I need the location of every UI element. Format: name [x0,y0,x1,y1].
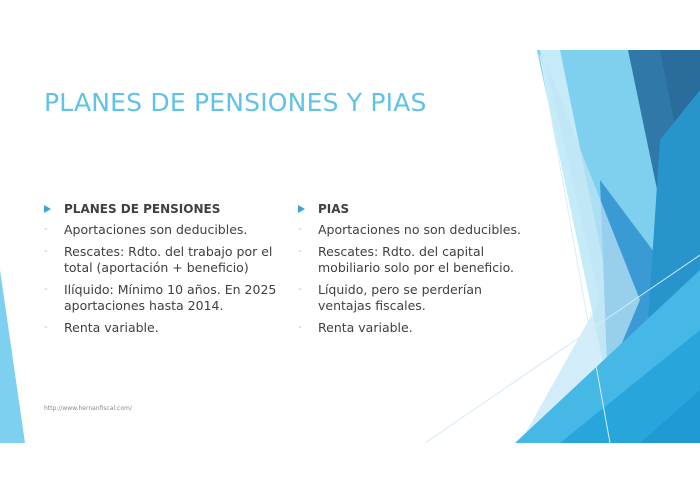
dash-bullet: - [298,284,302,295]
list-item [298,320,538,336]
list-item [298,244,538,276]
heading-label: PLANES DE PENSIONES [64,202,221,216]
left-facet-shape [0,270,25,443]
item-text: Renta variable. [318,320,413,335]
item-text: Ilíquido: Mínimo 10 años. En 2025 aportaciones hasta 2014. [64,282,277,313]
column-heading [298,200,538,218]
triangle-right-icon [44,205,51,213]
column-pias [298,200,538,342]
list-item [44,222,279,238]
item-text: Rescates: Rdto. del trabajo por el total (aportación + beneficio) [64,244,273,275]
dash-bullet: - [298,224,302,235]
item-text: Líquido, pero se perderían ventajas fiscales. [318,282,482,313]
slide-title: PLANES DE PENSIONES Y PIAS [44,88,427,117]
dash-bullet: - [44,224,48,235]
dash-bullet: - [298,246,302,257]
dash-bullet: - [298,322,302,333]
item-text: Renta variable. [64,320,159,335]
item-text: Aportaciones no son deducibles. [318,222,521,237]
list-item [44,244,279,276]
column-planes-de-pensiones [44,200,279,342]
dash-bullet: - [44,246,48,257]
dash-bullet: - [44,284,48,295]
list-item [44,320,279,336]
list-item [298,282,538,314]
footer-url-link[interactable]: http://www.hernanfiscal.com/ [44,405,132,412]
item-text: Rescates: Rdto. del capital mobiliario solo por el beneficio. [318,244,515,275]
triangle-right-icon [298,205,305,213]
list-item [298,222,538,238]
column-heading [44,200,279,218]
heading-label: PIAS [318,202,350,216]
item-text: Aportaciones son deducibles. [64,222,248,237]
list-item [44,282,279,314]
dash-bullet: - [44,322,48,333]
